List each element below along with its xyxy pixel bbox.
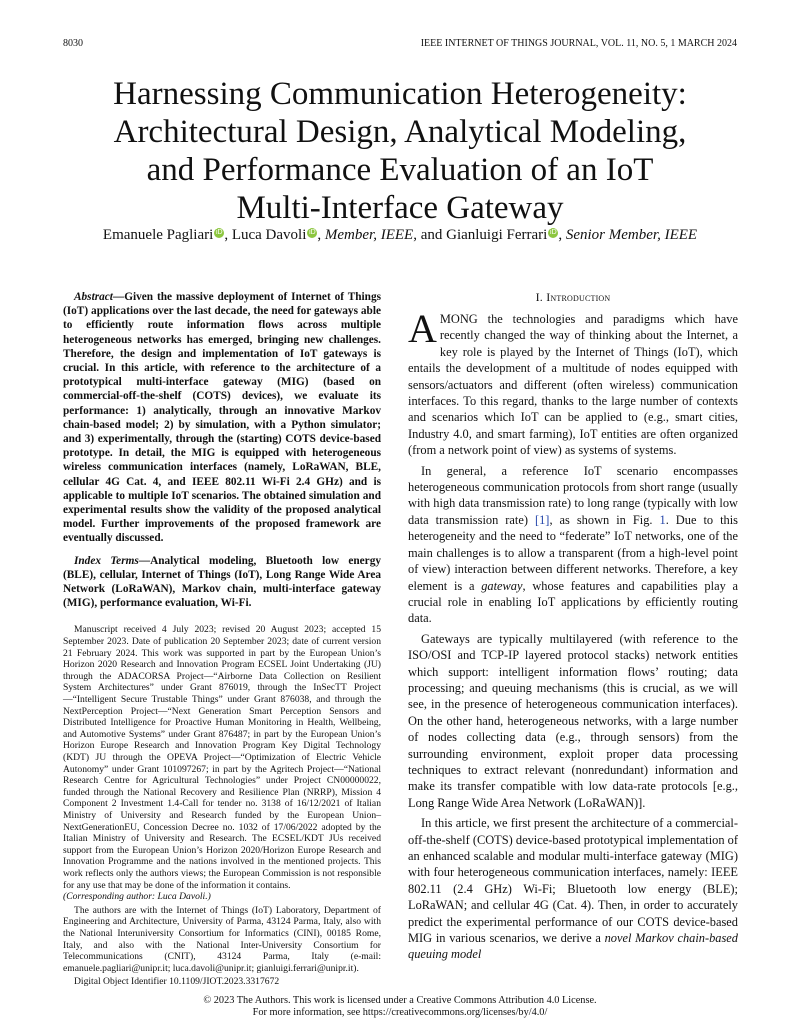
index-terms: Index Terms—Analytical modeling, Bluetooth low energy (BLE), cellular, Internet of Things (IoT), Long Range Wide Area Network (LoRaWAN), Markov chain, multi-interface gateway (MIG), performance evaluation, Wi-Fi. [63,554,381,610]
license-notice [63,995,737,1019]
author-name[interactable]: Emanuele Pagliari [102,227,214,243]
title-line: Multi-Interface Gateway [236,190,564,226]
title-line: and Performance Evaluation of an IoT [146,152,654,188]
abstract: Abstract—Given the massive deployment of Internet of Things (IoT) applications over the last decade, the need for gateways able to efficiently route information flows across multiple heterogeneous networks has emerged, bringing new challenges. Therefore, the design and implementation of IoT gateways is crucial. In this article, with reference to the architecture of a prototypical multi-interface gateway (MIG) (based on commercial-off-the-shelf (COTS) devices), we evaluate its performance: 1) analytically, through an innovative Markov chain-based model; 2) by simulation, with a Python simulator; and 3) experimentally, through the (starting) COTS device-based prototype. In detail, the MIG is equipped with heterogeneous wireless communication interfaces (namely, LoRaWAN, BLE, cellular 4G Cat. 4, and IEEE 802.11 Wi-Fi 2.4 GHz) and is applicable to multiple IoT scenarios. The obtained simulation and experimental results show the validity of the proposed analytical model. Further improvements of the proposed framework are eventually discussed. [63,291,381,545]
author-name[interactable]: Gianluigi Ferrari [446,227,548,243]
journal-citation: IEEE INTERNET OF THINGS JOURNAL, VOL. 11, NO. 5, 1 MARCH 2024 [420,38,737,49]
orcid-icon[interactable]: iD [550,229,557,236]
abstract-text: Given the massive deployment of Internet of Things (IoT) applications over the last decade, the need for gateways able to efficiently route information flows across multiple heterogeneous networks has emerged, bringing new challenges. Therefore, the design and implementation of IoT gateways is crucial. In this article, with reference to the architecture of a prototypical multi-interface gateway (MIG) (based on commercial-off-the-shelf (COTS) devices), we evaluate its performance: 1) analytically, through an innovative Markov chain-based model; 2) by simulation, with a Python simulator; and 3) experimentally, through the (starting) COTS device-based prototype. In detail, the MIG is equipped with heterogeneous wireless communication interfaces (namely, LoRaWAN, BLE, cellular 4G Cat. 4, and IEEE 802.11 Wi-Fi 2.4 GHz) and is applicable to multiple IoT scenarios. The obtained simulation and experimental results show the validity of the proposed analytical model. Further improvements of the proposed framework are eventually discussed. [63,291,381,545]
orcid-icon[interactable]: iD [216,229,223,236]
author-role: Member, IEEE [324,227,414,243]
author-name[interactable]: Luca Davoli [231,227,307,243]
paper-title [63,75,737,227]
intro-paragraph: In general, a reference IoT scenario encompasses heterogeneous communication protocols from short range (usually with high data transmission rate) to long range (typically with low data transmission rate) [1], as shown in Fig. 1. Due to this heterogeneity and the need to “federate” IoT networks, one of the main challenges is to allow a transparent (from a high-level point of view) interaction between different networks. Therefore, a key element is a gateway, whose features and capabilities play a crucial role in enabling IoT applications by efficiently routing data. [408,463,738,626]
intro-paragraph: In this article, we first present the architecture of a commercial-off-the-shelf (COTS) device-based prototypical implementation of an enhanced scalable and modular multi-interface gateway (MIG) with four heterogeneous communication interfaces, namely: IEEE 802.11 (2.4 GHz) Wi-Fi; Bluetooth low energy (BLE); LoRaWAN; and cellular 4G (Cat. 4). Then, in order to accurately predict the experimental performance of our COTS device-based MIG in various scenarios, we derive a novel Markov chain-based queuing model [408,816,739,962]
page-number: 8030 [63,38,83,49]
figure-link[interactable]: 1 [659,512,666,527]
citation-link[interactable]: [1] [534,512,550,527]
left-column [63,290,381,988]
index-terms-text: Analytical modeling, Bluetooth low energy (BLE), cellular, Internet of Things (IoT), Long Range Wide Area Network (LoRaWAN), Markov chain, multi-interface gateway (MIG), performance evaluation, Wi-Fi. [63,554,381,610]
section-heading: I. Introduction [535,290,611,304]
drop-cap: A [408,306,437,351]
title-line: Architectural Design, Analytical Modeling, [113,114,687,150]
corresponding-author: (Corresponding author: Luca Davoli.) [63,891,211,903]
license-line: © 2023 The Authors. This work is licensed under a Creative Commons Attribution 4.0 License. [203,995,597,1006]
right-column [408,290,738,963]
index-terms-label: Index Terms [74,554,139,567]
orcid-icon[interactable]: iD [309,229,316,236]
footnote-manuscript: Manuscript received 4 July 2023; revised 20 August 2023; accepted 15 September 2023. Date of publication 20 September 2023; date of current version 21 February 2024. This work was supported in part by the European Union’s Horizon 2020 Research and Innovation Program ECSEL Joint Undertaking (JU) through the ADACORSA Project—“Airborne Data Collection on Resilient System Architectures” under Grant 876019, through the InSecTT Project—“Intelligent Secure Trustable Things” under Grant 876038, and through the NextPerception Project—“Next Generation Smart Perception Sensors and Distributed Intelligence for Proactive Human Monitoring in Health, Wellbeing, and Automotive Systems” under Grant 876487; in part by the European Union’s Horizon Europe Research and Innovation Program Key Digital Technology (KDT) JU through the OPEVA Project—“Optimization of Electric Vehicle Autonomy” under Grant 101097267; in part by the Agritech Project—“National Research Centre for Agricultural Technologies” under Project CN00000022, funded through the National Recovery and Resilience Plan (NRRP), Mission 4 Component 2 Investment 1.4-Call for tender no. 3138 of 16/12/2021 of Italian Ministry of University and Research funded by the European Union–NextGenerationEU, Concession Decree no. 1032 of 17/06/2022 adopted by the Italian Ministry of University and Research. The ECSEL/KDT JUs received support from the European Union’s Horizon 2020/Horizon Europe Research and Innovation Programme and the nations involved in the mentioned projects. This work reflects only the authors views; the European Commission is not responsible for any use that may be done of the information it contains. (Corresponding author: Luca Davoli.) [63,624,381,903]
footnote [63,624,381,987]
title-line: Harnessing Communication Heterogeneity: [113,76,687,112]
intro-paragraph: AMONG the technologies and paradigms which have recently changed the way of thinking about the Internet, a key role is played by the Internet of Things (IoT), which entails the development of a multitude of nodes equipped with sensors/actuators and different (often wireless) communication interfaces. To this regard, thanks to the large number of contexts and scenarios which IoT can be applied to (e.g., smart cities, Industry 4.0, and smart farming), IoT entities are often organized (from a network point of view) as systems of systems. [408,306,738,458]
intro-paragraph: Gateways are typically multilayered (with reference to the ISO/OSI and TCP-IP layered protocol stacks) network entities which support: intelligent information flows’ routing; data processing; and queuing mechanisms (this is crucial, as we will see, in the presence of heterogeneous communication interfaces). On the other hand, heterogeneous networks, with a large number of nodes collecting data (e.g., through sensors) from the surrounding environment, exploit proper data processing techniques to extract relevant (nonredundant) information and make its transfer compatible with low data-rate protocols [e.g., Long Range Wide Area Network (LoRaWAN)]. [408,631,738,810]
abstract-label: Abstract [74,291,113,303]
author-list: Emanuele Pagliari iD , Luca Davoli iD , Member, IEEE, and Gianluigi Ferrari iD , Senior Member, IEEE [102,227,698,243]
author-role: Senior Member, IEEE [565,227,698,243]
license-url[interactable]: For more information, see https://creativecommons.org/licenses/by/4.0/ [252,1007,548,1018]
footnote-doi[interactable]: Digital Object Identifier 10.1109/JIOT.2023.3317672 [74,976,280,988]
footnote-affiliations: The authors are with the Internet of Things (IoT) Laboratory, Department of Engineering and Architecture, University of Parma, 43124 Parma, Italy, also with the National Interuniversity Consortium for Informatics (CINI), 00185 Rome, Italy, and also with the National Inter-University Consortium for Telecommunications (CNIT), 43124 Parma, Italy (e-mail: emanuele.pagliari@unipr.it; luca.davoli@unipr.it; gianluigi.ferrari@unipr.it). [63,904,381,974]
